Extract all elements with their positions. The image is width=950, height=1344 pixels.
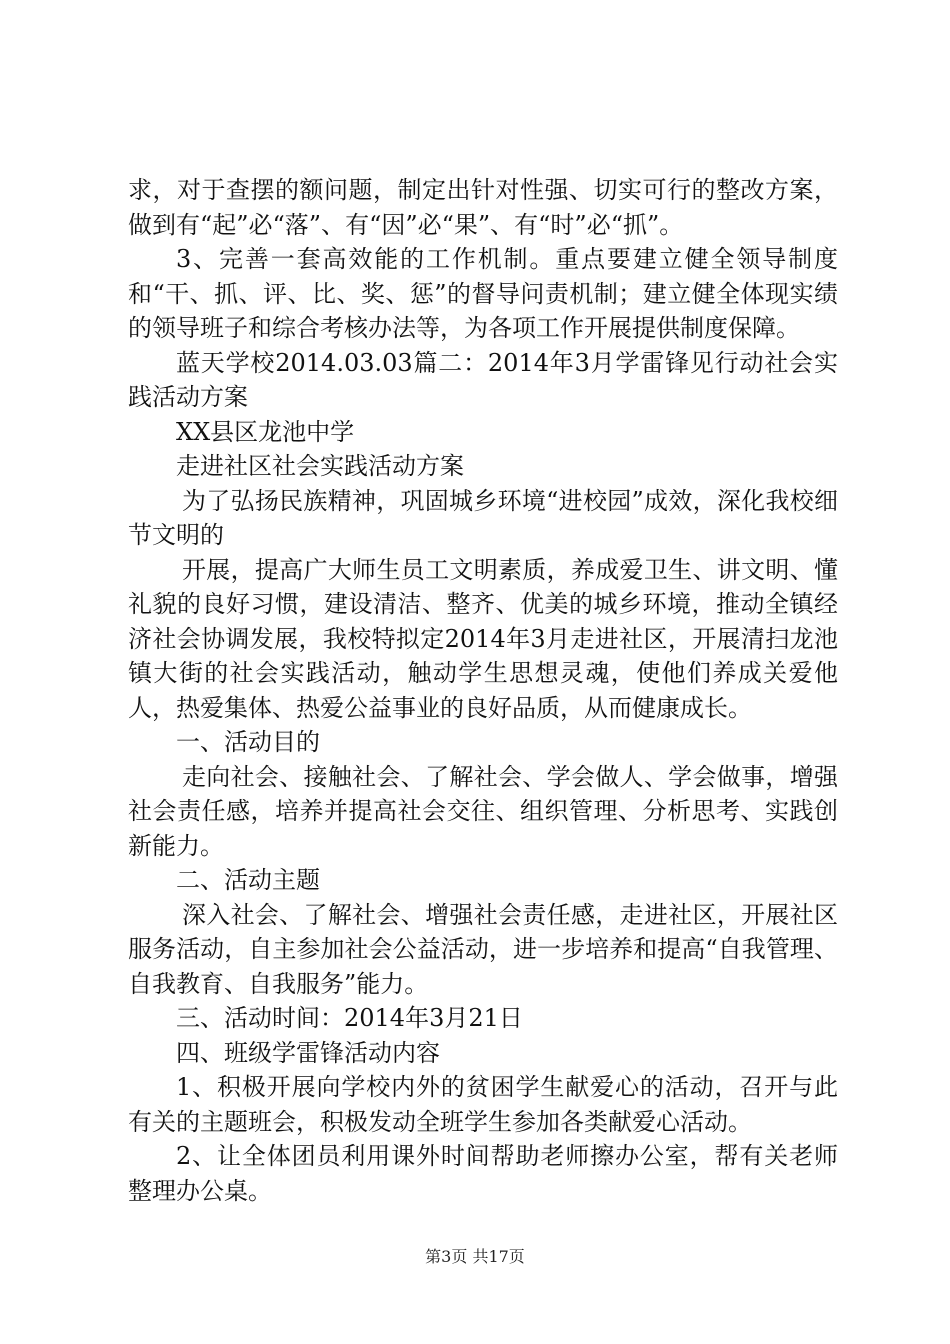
paragraph: 2、让全体团员利用课外时间帮助老师擦办公室，帮有关老师整理办公桌。	[128, 1142, 838, 1205]
paragraph: 蓝天学校2014.03.03篇二：2014年3月学雷锋见行动社会实践活动方案	[128, 348, 838, 411]
paragraph: 求，对于查摆的额问题，制定出针对性强、切实可行的整改方案，做到有“起”必“落”、有“因”必“果”、有“时”必“抓”。	[128, 176, 838, 239]
section-heading: 三、活动时间：2014年3月21日	[176, 1004, 523, 1032]
paragraph: 走向社会、接触社会、了解社会、学会做人、学会做事，增强社会责任感，培养并提高社会交往、组织管理、分析思考、实践创新能力。	[128, 762, 838, 860]
paragraph: XX县区龙池中学	[176, 417, 355, 446]
paragraph: 走进社区社会实践活动方案	[176, 452, 464, 480]
paragraph: 为了弘扬民族精神，巩固城乡环境“进校园”成效，深化我校细节文明的	[128, 486, 838, 549]
paragraph: 1、积极开展向学校内外的贫困学生献爱心的活动，召开与此有关的主题班会，积极发动全班学生参加各类献爱心活动。	[128, 1073, 838, 1136]
section-heading: 一、活动目的	[176, 728, 320, 756]
page-number-footer: 第3页 共17页	[425, 1247, 525, 1266]
paragraph: 深入社会、了解社会、增强社会责任感，走进社区，开展社区服务活动，自主参加社会公益活动，进一步培养和提高“自我管理、自我教育、自我服务”能力。	[128, 900, 838, 998]
section-heading: 二、活动主题	[176, 866, 320, 894]
paragraph: 3、完善一套高效能的工作机制。重点要建立健全领导制度和“干、抓、评、比、奖、惩”的督导问责机制；建立健全体现实绩的领导班子和综合考核办法等，为各项工作开展提供制度保障。	[128, 245, 838, 342]
paragraph: 开展，提高广大师生员工文明素质，养成爱卫生、讲文明、懂礼貌的良好习惯，建设清洁、整齐、优美的城乡环境，推动全镇经济社会协调发展，我校特拟定2014年3月走进社区，开展清扫龙池镇大街的社会实践活动，触动学生思想灵魂，使他们养成关爱他人，热爱集体、热爱公益事业的良好品质，从而健康成长。	[128, 555, 838, 722]
section-heading: 四、班级学雷锋活动内容	[176, 1038, 440, 1067]
document-body	[128, 173, 838, 1208]
